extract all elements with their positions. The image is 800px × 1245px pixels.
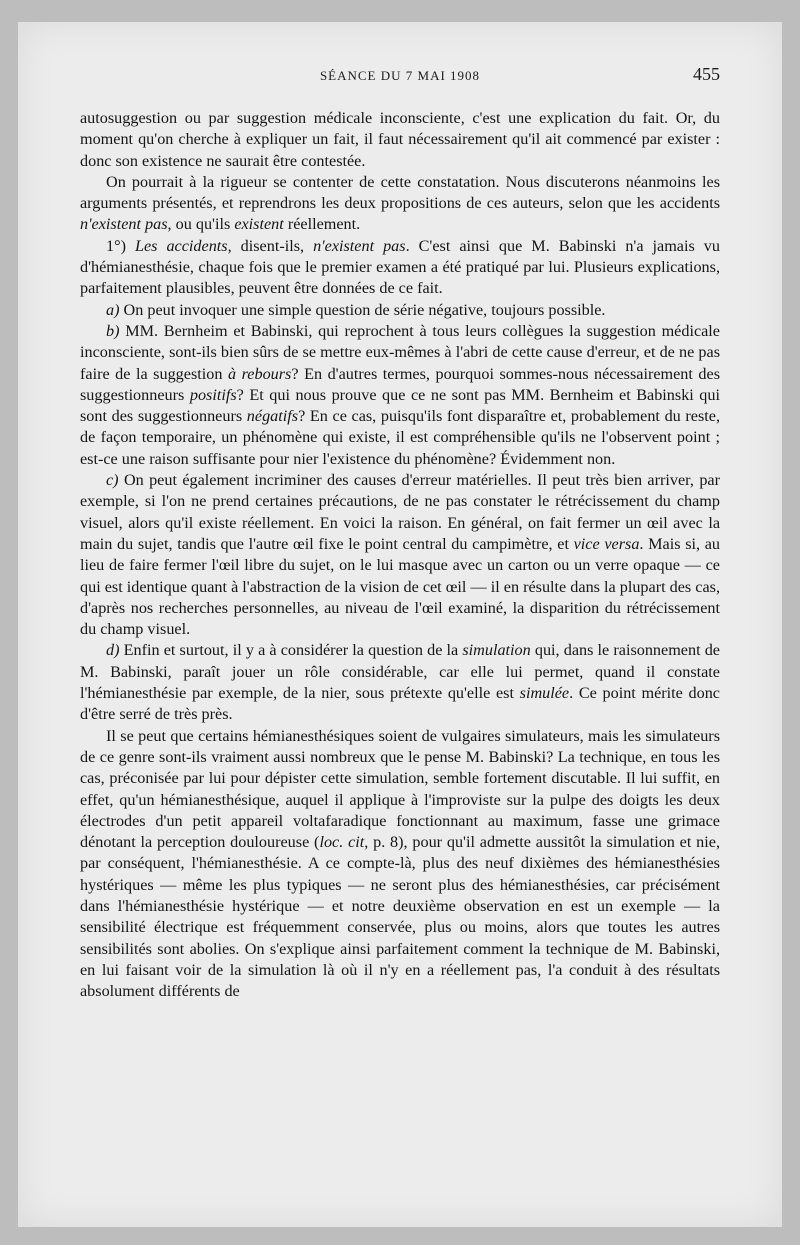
- paragraph-text: , p. 8), pour qu'il admette aussitôt la simulation et nie, par conséquent, l'hémianesthésie. A ce compte-là, plus des neuf dixièmes des hémianesthésies hystériques — même les plus typiques — ne seront plus des hémianesthésies, car précisément dans l'hémianesthésie hystérique — et notre deuxième observation en est un exemple — la sensibilité électrique est fréquemment conservée, plus ou moins, alors que toutes les autres sensibilités sont abolies. On s'explique ainsi parfaitement comment la technique de M. Babinski, en lui faisant voir de la simulation là où il n'y en a réellement pas, l'a conduit à des résultats absolument différents de: [80, 833, 720, 1001]
- body-text: [80, 108, 720, 1002]
- paragraph-text: On pourrait à la rigueur se contenter de cette constatation. Nous discuterons néanmoins les arguments présentés, et reprendrons les deux propositions de ces auteurs, selon que les accidents: [80, 172, 720, 213]
- paragraph-text: . Ce point mérite donc d'être serré de très près.: [80, 684, 720, 724]
- paragraph-text: On peut invoquer une simple question de série négative, toujours possible.: [119, 300, 606, 319]
- italic-phrase: positifs: [189, 385, 237, 404]
- list-marker: d): [106, 641, 120, 660]
- paragraph-text: réellement.: [283, 215, 361, 234]
- paragraph-text: ? En ce cas, puisqu'ils font disparaître et, probablement du reste, de façon temporaire, un phénomène qui existe, il est compréhensible qu'ils ne l'observent point ; est-ce une raison suffisante pour nier l'existence du phénomène? Évidemment non.: [80, 407, 721, 468]
- paragraph-text: ? En d'autres termes, pourquoi sommes-nous nécessairement des suggestionneurs: [80, 364, 720, 404]
- paragraph: [80, 172, 720, 236]
- italic-phrase: vice versa: [573, 534, 640, 553]
- page-header: [80, 62, 720, 92]
- list-marker: b): [106, 321, 120, 340]
- paragraph: [80, 236, 720, 300]
- italic-phrase: Les accidents,: [134, 236, 232, 255]
- running-head: SÉANCE DU 7 MAI 1908: [319, 68, 481, 83]
- page-number: 455: [693, 64, 720, 84]
- italic-phrase: existent: [234, 215, 284, 234]
- paragraph-text: MM. Bernheim et Babinski, qui reprochent à tous leurs collègues la suggestion médicale inconsciente, sont-ils bien sûrs de se mettre eux-mêmes à l'abri de cette cause d'erreur, et de ne pas faire de la suggestion: [80, 321, 720, 383]
- paragraph: [80, 470, 720, 640]
- paragraph-text: . C'est ainsi que M. Babinski n'a jamais vu d'hémianesthésie, chaque fois que le premier examen a été pratiqué par lui. Plusieurs explications, parfaitement plausibles, peuvent être données de ce fait.: [80, 236, 720, 298]
- italic-phrase: à rebours: [227, 364, 292, 383]
- italic-phrase: simulée: [519, 684, 570, 703]
- list-marker: a): [106, 300, 120, 319]
- list-marker: c): [106, 471, 119, 490]
- paragraph-text: . Mais si, au lieu de faire fermer l'œil libre du sujet, on le lui masque avec un carton ou un verre opaque — ce qui est identique quant à l'abstraction de la vision de cet œil — il en résulte dans la plupart des cas, d'après nos recherches personnelles, au niveau de l'œil examiné, la disparition du rétrécissement du champ visuel.: [80, 534, 720, 639]
- paragraph-text: On peut également incriminer des causes d'erreur matérielles. Il peut très bien arriver, par exemple, si l'on ne prend certaines précautions, de ne pas constater le rétrécissement du champ visuel, alors qu'il existe réellement. En voici la raison. En général, on fait fermer un œil avec la main du sujet, tandis que l'autre œil fixe le point central du campimètre, et: [80, 471, 720, 553]
- paragraph: [80, 726, 720, 1003]
- italic-phrase: n'existent pas: [313, 236, 406, 255]
- scanned-page: [18, 22, 782, 1227]
- paragraph-text: qui, dans le raisonnement de M. Babinski, paraît jouer un rôle considérable, car elle lui permet, quand il constate l'hémianesthésie par exemple, de la nier, sous prétexte qu'elle est: [80, 641, 720, 703]
- paragraph: [80, 108, 720, 172]
- paragraph-text: Il se peut que certains hémianesthésiques soient de vulgaires simulateurs, mais les simulateurs de ce genre sont-ils vraiment aussi nombreux que le pense M. Babinski? La technique, en tous les cas, préconisée par lui pour dépister cette simulation, semble fortement discutable. Il lui suffit, en effet, qu'un hémianesthésique, auquel il applique à l'improviste sur la pulpe des doigts les deux électrodes d'un petit appareil voltafaradique fonctionnant au maximum, fasse une grimace dénotant la perception douloureuse (: [80, 726, 720, 852]
- paragraph: [80, 321, 720, 470]
- italic-phrase: loc. cit: [319, 833, 365, 852]
- paragraph: [80, 640, 720, 725]
- paragraph-text: Enfin et surtout, il y a à considérer la question de la: [119, 641, 463, 660]
- italic-phrase: simulation: [462, 641, 531, 660]
- paragraph-text: , ou qu'ils: [167, 215, 235, 234]
- italic-phrase: négatifs: [246, 407, 299, 426]
- paragraph: [80, 300, 720, 321]
- italic-phrase: n'existent pas: [80, 215, 168, 234]
- paragraph-text: 1°): [106, 236, 135, 255]
- paragraph-text: autosuggestion ou par suggestion médicale inconsciente, c'est une explication du fait. Or, du moment qu'on cherche à expliquer un fait, il faut nécessairement qu'il ait commencé par exister : donc son existence ne saurait être contestée.: [80, 109, 720, 170]
- paragraph-text: disent-ils,: [231, 236, 314, 255]
- paragraph-text: ? Et qui nous prouve que ce ne sont pas MM. Bernheim et Babinski qui sont des suggestionneurs: [80, 385, 720, 426]
